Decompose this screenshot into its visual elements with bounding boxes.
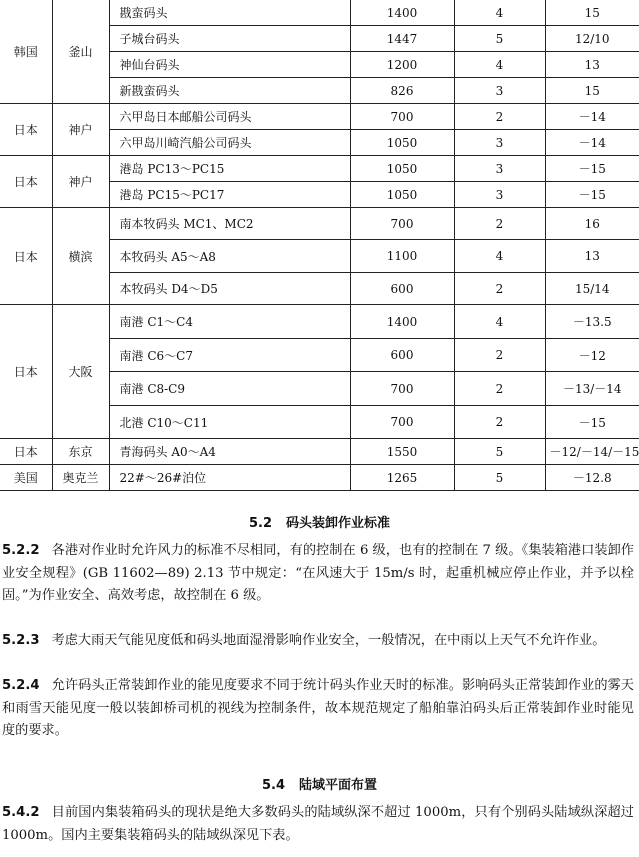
country-cell: 日本 <box>0 439 52 465</box>
depth-cell: 12/10 <box>545 26 639 52</box>
section-title: 码头装卸作业标准 <box>286 516 391 531</box>
city-cell: 大阪 <box>52 305 109 439</box>
terminal-cell: 南本牧码头 MC1、MC2 <box>109 208 350 240</box>
city-cell: 釜山 <box>52 0 109 104</box>
terminal-cell: 六甲岛日本邮船公司码头 <box>109 104 350 130</box>
length-cell: 1200 <box>350 52 454 78</box>
depth-cell: －12 <box>545 339 639 372</box>
city-cell: 横滨 <box>52 208 109 305</box>
berths-cell: 4 <box>454 305 545 339</box>
length-cell: 1050 <box>350 182 454 208</box>
paragraph-5-2-3 <box>2 630 634 653</box>
length-cell: 826 <box>350 78 454 104</box>
length-cell: 600 <box>350 273 454 305</box>
country-cell: 日本 <box>0 208 52 305</box>
city-cell: 神户 <box>52 156 109 208</box>
table-row <box>0 465 639 491</box>
terminal-cell: 港岛 PC13～PC15 <box>109 156 350 182</box>
section-number: 5.2 <box>248 516 272 531</box>
berths-cell: 2 <box>454 339 545 372</box>
table-row <box>0 439 639 465</box>
table-row <box>0 305 639 339</box>
berths-cell: 2 <box>454 104 545 130</box>
terminal-cell: 新戡蛮码头 <box>109 78 350 104</box>
terminal-cell: 港岛 PC15～PC17 <box>109 182 350 208</box>
depth-cell: －13.5 <box>545 305 639 339</box>
depth-cell: －13/－14 <box>545 372 639 406</box>
country-cell: 日本 <box>0 104 52 156</box>
terminal-cell: 南港 C8-C9 <box>109 372 350 406</box>
berths-cell: 4 <box>454 0 545 26</box>
berths-cell: 3 <box>454 182 545 208</box>
depth-cell: 15 <box>545 78 639 104</box>
length-cell: 700 <box>350 208 454 240</box>
city-cell: 东京 <box>52 439 109 465</box>
paragraph-text: 目前国内集装箱码头的现状是绝大多数码头的陆域纵深不超过 1000m，只有个别码头陆域纵深超过 1000m。国内主要集装箱码头的陆域纵深见下表。 <box>2 805 634 843</box>
paragraph-text: 各港对作业时允许风力的标准不尽相同，有的控制在 6 级，也有的控制在 7 级。《集装箱港口装卸作业安全规程》(GB 11602—89) 2.13 节中规定：“在风速大于 15m/s 时，起重机械应停止作业，并予以栓固。”为作业安全、高效考虑，故控制在 6 级。 <box>2 543 634 603</box>
berths-cell: 2 <box>454 406 545 439</box>
length-cell: 1400 <box>350 0 454 26</box>
terminal-cell: 北港 C10～C11 <box>109 406 350 439</box>
berths-cell: 2 <box>454 273 545 305</box>
paragraph-text: 允许码头正常装卸作业的能见度要求不同于统计码头作业天时的标准。影响码头正常装卸作业的雾天和雨雪天能见度一般以装卸桥司机的视线为控制条件，故本规范规定了船舶靠泊码头后正常装卸作业时能见度的要求。 <box>2 678 634 738</box>
country-cell: 韩国 <box>0 0 52 104</box>
berths-cell: 3 <box>454 130 545 156</box>
paragraph-text: 考虑大雨天气能见度低和码头地面湿滑影响作业安全，一般情况，在中雨以上天气不允许作业。 <box>51 633 606 648</box>
depth-cell: －12/－14/－15 <box>545 439 639 465</box>
depth-cell: －14 <box>545 130 639 156</box>
clause-number: 5.2.4 <box>2 678 40 693</box>
berths-cell: 5 <box>454 439 545 465</box>
terminal-cell: 南港 C6～C7 <box>109 339 350 372</box>
table-row <box>0 208 639 240</box>
terminal-cell: 南港 C1～C4 <box>109 305 350 339</box>
country-cell: 日本 <box>0 156 52 208</box>
paragraph-5-4-2 <box>2 802 634 847</box>
clause-number: 5.4.2 <box>2 805 40 820</box>
clause-number: 5.2.3 <box>2 633 40 648</box>
length-cell: 700 <box>350 406 454 439</box>
city-cell: 奥克兰 <box>52 465 109 491</box>
berths-cell: 2 <box>454 372 545 406</box>
section-title: 陆域平面布置 <box>299 778 378 793</box>
depth-cell: 15/14 <box>545 273 639 305</box>
clause-number: 5.2.2 <box>2 543 40 558</box>
berths-cell: 3 <box>454 156 545 182</box>
section-heading-5-2 <box>0 512 639 531</box>
berths-cell: 3 <box>454 78 545 104</box>
depth-cell: 15 <box>545 0 639 26</box>
terminal-cell: 本牧码头 D4～D5 <box>109 273 350 305</box>
terminal-cell: 子城台码头 <box>109 26 350 52</box>
length-cell: 1447 <box>350 26 454 52</box>
terminal-cell: 戡蛮码头 <box>109 0 350 26</box>
section-number: 5.4 <box>261 778 285 793</box>
depth-cell: －15 <box>545 156 639 182</box>
section-heading-5-4 <box>0 774 639 793</box>
length-cell: 1265 <box>350 465 454 491</box>
terminal-cell: 青海码头 A0～A4 <box>109 439 350 465</box>
terminal-cell: 神仙台码头 <box>109 52 350 78</box>
terminal-cell: 22#～26#泊位 <box>109 465 350 491</box>
depth-cell: 13 <box>545 52 639 78</box>
length-cell: 1400 <box>350 305 454 339</box>
depth-cell: －15 <box>545 182 639 208</box>
length-cell: 1050 <box>350 130 454 156</box>
table-row <box>0 0 639 26</box>
depth-cell: 16 <box>545 208 639 240</box>
length-cell: 1050 <box>350 156 454 182</box>
paragraph-5-2-2 <box>2 540 634 608</box>
country-cell: 日本 <box>0 305 52 439</box>
table-row <box>0 156 639 182</box>
berths-cell: 4 <box>454 52 545 78</box>
berths-cell: 5 <box>454 465 545 491</box>
paragraph-5-2-4 <box>2 675 634 743</box>
depth-cell: －15 <box>545 406 639 439</box>
berths-cell: 5 <box>454 26 545 52</box>
country-cell: 美国 <box>0 465 52 491</box>
berths-cell: 2 <box>454 208 545 240</box>
table-row <box>0 104 639 130</box>
berths-cell: 4 <box>454 240 545 273</box>
depth-cell: －12.8 <box>545 465 639 491</box>
length-cell: 700 <box>350 104 454 130</box>
city-cell: 神户 <box>52 104 109 156</box>
length-cell: 1100 <box>350 240 454 273</box>
length-cell: 600 <box>350 339 454 372</box>
depth-cell: 13 <box>545 240 639 273</box>
length-cell: 1550 <box>350 439 454 465</box>
length-cell: 700 <box>350 372 454 406</box>
terminal-cell: 本牧码头 A5～A8 <box>109 240 350 273</box>
terminal-cell: 六甲岛川崎汽船公司码头 <box>109 130 350 156</box>
depth-cell: －14 <box>545 104 639 130</box>
